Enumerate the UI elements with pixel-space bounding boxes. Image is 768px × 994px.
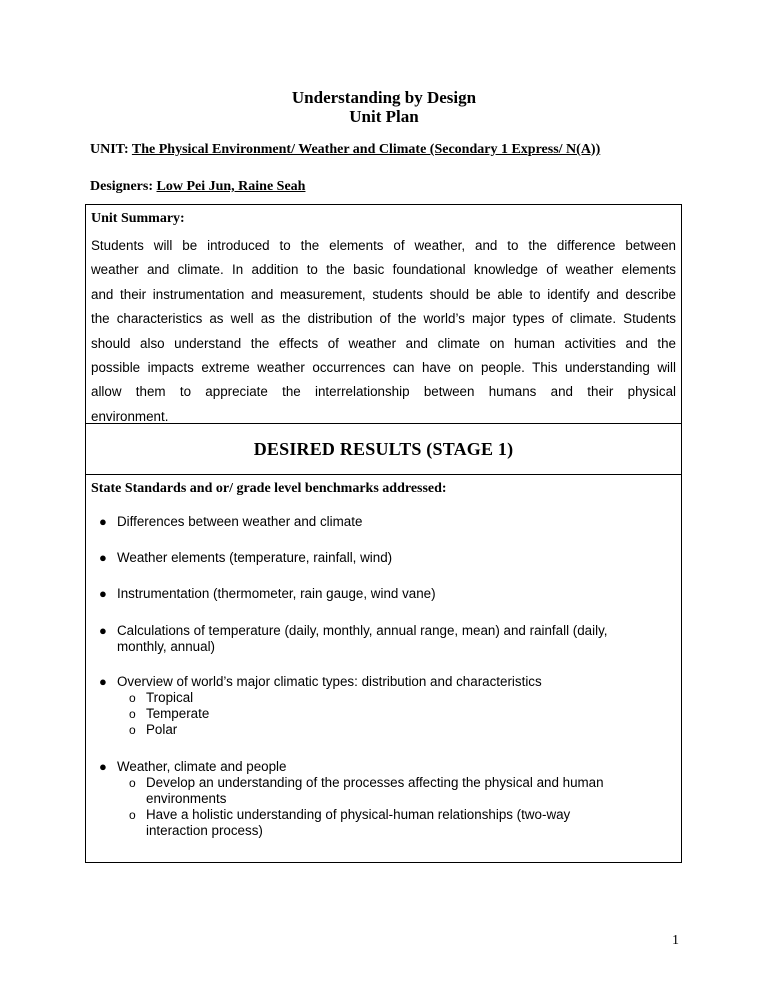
unit-summary-label: Unit Summary: bbox=[91, 211, 185, 226]
circle-bullet-icon: o bbox=[129, 808, 136, 822]
summary-line: allow them to appreciate the interrelationship between humans and their physical bbox=[91, 384, 676, 400]
document-subtitle: Unit Plan bbox=[349, 107, 419, 126]
circle-bullet-icon: o bbox=[129, 707, 136, 721]
sub-item-text: interaction process) bbox=[146, 823, 263, 838]
circle-bullet-icon: o bbox=[129, 691, 136, 705]
sub-item-text: Temperate bbox=[146, 706, 210, 721]
standard-text: Differences between weather and climate bbox=[117, 514, 363, 529]
document-title: Understanding by Design bbox=[291, 88, 477, 107]
summary-line: possible impacts extreme weather occurrences can have on people. This understanding will bbox=[91, 360, 676, 376]
page-number: 1 bbox=[672, 933, 679, 948]
designers-value: Low Pei Jun, Raine Seah bbox=[156, 179, 306, 194]
unit-value: The Physical Environment/ Weather and Climate (Secondary 1 Express/ N(A)) bbox=[131, 142, 601, 157]
sub-item-text: Have a holistic understanding of physical-human relationships (two-way bbox=[146, 807, 571, 822]
bullet-icon: ● bbox=[99, 674, 107, 689]
sub-item bbox=[129, 722, 647, 738]
bullet-icon: ● bbox=[99, 550, 107, 565]
standard-text: Weather, climate and people bbox=[117, 759, 287, 774]
summary-line: weather and climate. In addition to the basic foundational knowledge of weather elements bbox=[91, 262, 676, 278]
sub-item-text: Develop an understanding of the processes affecting the physical and human bbox=[146, 775, 604, 790]
designers-label: Designers: bbox=[90, 179, 153, 194]
standard-text: Calculations of temperature (daily, monthly, annual range, mean) and rainfall (daily, bbox=[117, 623, 608, 638]
sub-item bbox=[129, 690, 647, 706]
summary-line: should also understand the effects of weather and climate on human activities and the bbox=[91, 335, 676, 351]
unit-label: UNIT: bbox=[90, 142, 129, 157]
unit-line bbox=[90, 141, 600, 158]
circle-bullet-icon: o bbox=[129, 723, 136, 737]
sub-item-text: Tropical bbox=[146, 690, 194, 705]
bullet-icon: ● bbox=[99, 586, 107, 601]
standard-text: Overview of world’s major climatic types: distribution and characteristics bbox=[117, 674, 542, 689]
unit-summary-text bbox=[91, 234, 676, 429]
summary-line: the characteristics as well as the distribution of the world’s major types of climate. Students bbox=[91, 311, 676, 327]
stage1-heading-box bbox=[85, 423, 682, 475]
sub-item bbox=[129, 807, 647, 839]
bullet-icon: ● bbox=[99, 623, 107, 638]
standard-text: monthly, annual) bbox=[117, 639, 216, 654]
circle-bullet-icon: o bbox=[129, 776, 136, 790]
standard-text: Instrumentation (thermometer, rain gauge, wind vane) bbox=[117, 586, 436, 601]
stage1-heading: DESIRED RESULTS (STAGE 1) bbox=[253, 439, 514, 459]
sub-item-text: Polar bbox=[146, 722, 178, 737]
summary-line: environment. bbox=[91, 408, 169, 424]
designers-line bbox=[90, 178, 305, 195]
bullet-icon: ● bbox=[99, 514, 107, 529]
standard-text: Weather elements (temperature, rainfall, wind) bbox=[117, 550, 393, 565]
summary-line: Students will be introduced to the elements of weather, and to the difference between bbox=[91, 238, 676, 253]
sub-item bbox=[129, 706, 647, 722]
standards-box bbox=[85, 474, 682, 863]
bullet-icon: ● bbox=[99, 759, 107, 774]
sub-item bbox=[129, 775, 647, 807]
summary-line: and their instrumentation and measurement, students should be able to identify and describe bbox=[91, 286, 676, 302]
unit-summary-box bbox=[85, 204, 682, 424]
standards-label: State Standards and or/ grade level benchmarks addressed: bbox=[91, 481, 447, 496]
sub-item-text: environments bbox=[146, 791, 227, 806]
